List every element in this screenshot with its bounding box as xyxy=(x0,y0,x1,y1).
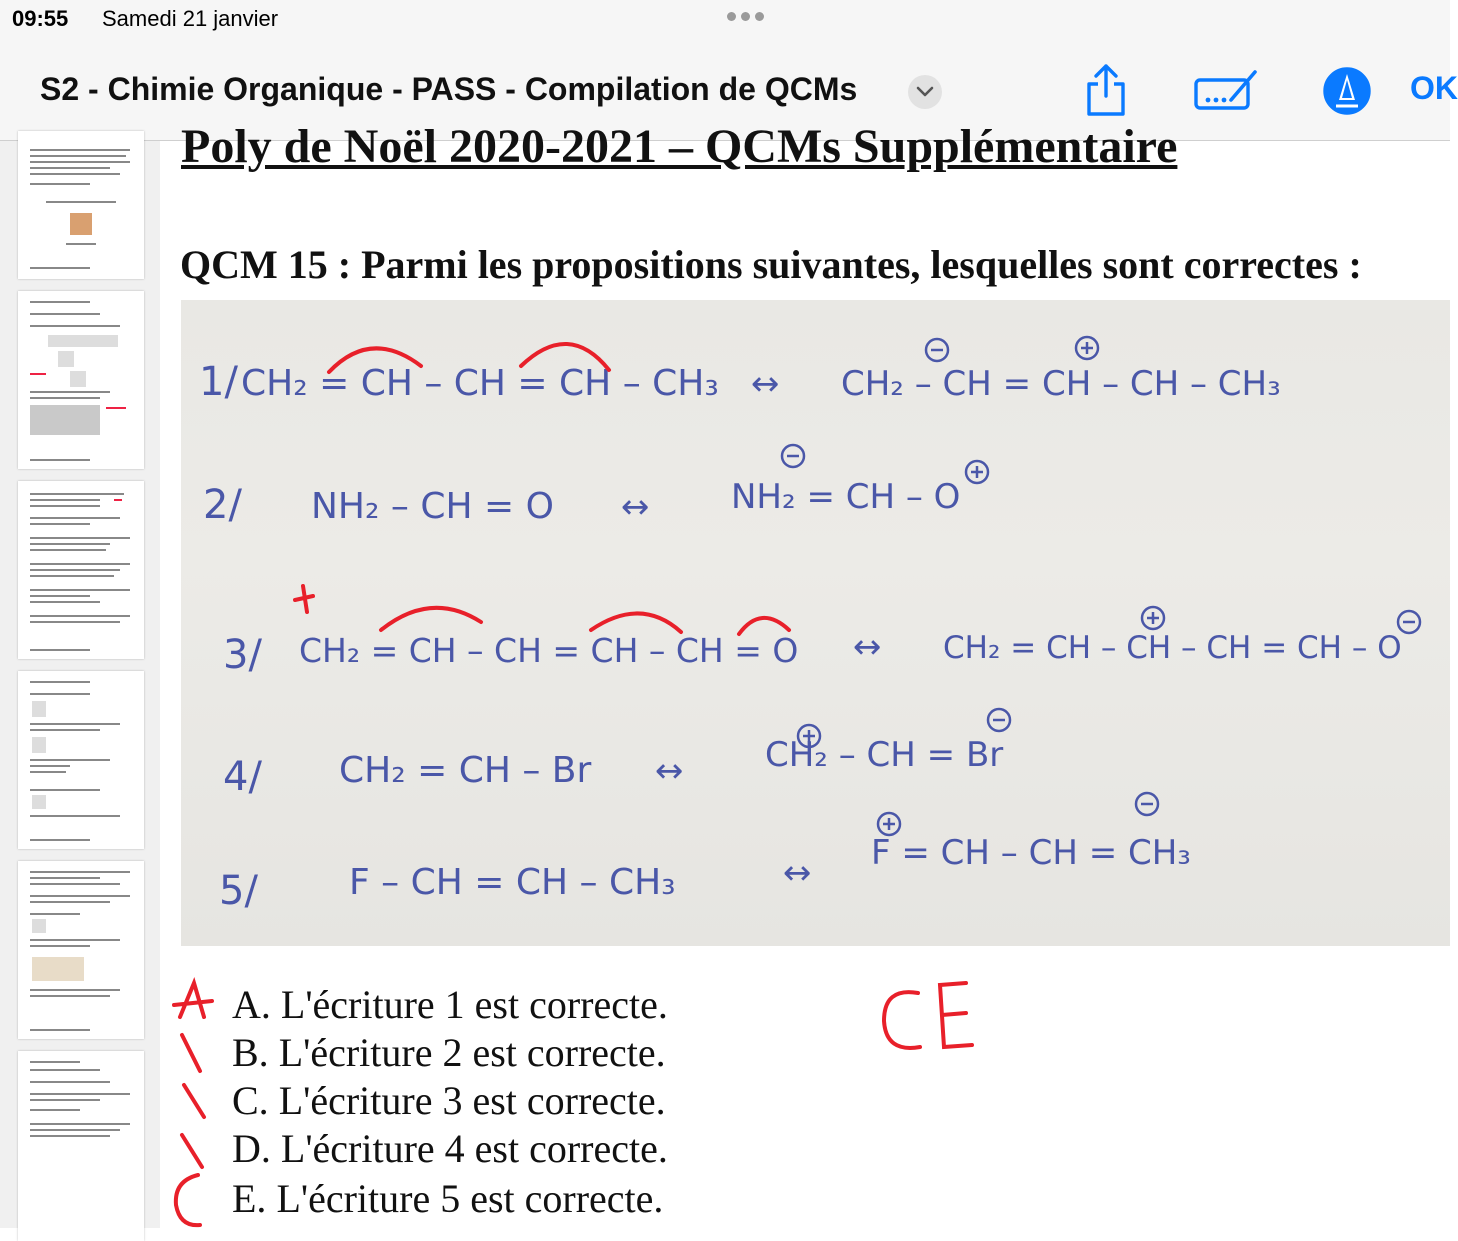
share-icon[interactable] xyxy=(1083,62,1129,123)
formula-5-number: 5/ xyxy=(219,868,258,914)
done-button[interactable]: OK xyxy=(1410,70,1458,106)
formula-1-right: CH₂ – CH = CH – CH – CH₃ xyxy=(841,364,1281,404)
page-thumbnail[interactable] xyxy=(18,1051,144,1241)
answer-text: L'écriture 4 est correcte. xyxy=(280,1126,668,1171)
formula-4-right: CH₂ – CH = Br xyxy=(765,735,1004,775)
markup-pen-icon[interactable] xyxy=(1322,66,1372,121)
edit-text-icon[interactable] xyxy=(1193,66,1259,119)
status-bar xyxy=(0,0,1450,40)
formula-2-arrow: ↔ xyxy=(621,487,650,527)
formula-3-right: CH₂ = CH – CH – CH = CH – O xyxy=(943,630,1402,666)
formula-5-right: F = CH – CH = CH₃ xyxy=(871,833,1191,873)
formula-1-number: 1/ xyxy=(199,359,238,405)
answer-letter: A. xyxy=(232,982,271,1027)
status-date: Samedi 21 janvier xyxy=(102,6,279,31)
formula-3-left: CH₂ = CH – CH = CH – CH = O xyxy=(299,631,799,670)
page-thumbnail[interactable] xyxy=(18,481,144,659)
formula-2-number: 2/ xyxy=(203,482,242,528)
answer-text: L'écriture 2 est correcte. xyxy=(278,1030,666,1075)
red-pen-annotations xyxy=(160,141,1450,1228)
answer-text: L'écriture 3 est correcte. xyxy=(278,1078,666,1123)
chevron-down-icon[interactable] xyxy=(908,75,942,109)
page-thumbnail[interactable] xyxy=(18,861,144,1039)
formula-4-number: 4/ xyxy=(223,754,262,800)
multitasking-dots-icon[interactable] xyxy=(727,12,764,21)
document-title[interactable]: S2 - Chimie Organique - PASS - Compilation de QCMs xyxy=(40,71,858,107)
formula-1-arrow: ↔ xyxy=(751,364,780,404)
page-thumbnail[interactable] xyxy=(18,671,144,849)
formula-3-number: 3/ xyxy=(223,632,262,678)
answer-text: L'écriture 5 est correcte. xyxy=(276,1176,664,1221)
formula-3-arrow: ↔ xyxy=(853,627,882,667)
formula-5-left: F – CH = CH – CH₃ xyxy=(349,862,676,903)
page-thumbnail[interactable] xyxy=(18,131,144,279)
answer-text: L'écriture 1 est correcte. xyxy=(280,982,668,1027)
status-time: 09:55 xyxy=(12,6,69,31)
formula-2-right: NH₂ = CH – O xyxy=(731,477,961,517)
document-heading: Poly de Noël 2020-2021 – QCMs Supplémentaire xyxy=(181,120,1178,173)
question-title: QCM 15 : Parmi les propositions suivantes, lesquelles sont correctes : xyxy=(180,242,1362,287)
answer-letter: D. xyxy=(232,1126,271,1171)
formula-1-left: CH₂ = CH – CH = CH – CH₃ xyxy=(241,363,719,404)
page-thumbnail-sidebar[interactable] xyxy=(0,141,160,1228)
answer-letter: C. xyxy=(232,1078,269,1123)
formula-4-arrow: ↔ xyxy=(655,751,684,791)
formula-2-left: NH₂ – CH = O xyxy=(311,486,554,527)
formula-5-arrow: ↔ xyxy=(783,853,812,893)
answer-letter: E. xyxy=(232,1176,267,1221)
document-page[interactable] xyxy=(160,120,1450,1228)
formula-4-left: CH₂ = CH – Br xyxy=(339,750,592,791)
page-thumbnail[interactable] xyxy=(18,291,144,469)
answer-letter: B. xyxy=(232,1030,269,1075)
